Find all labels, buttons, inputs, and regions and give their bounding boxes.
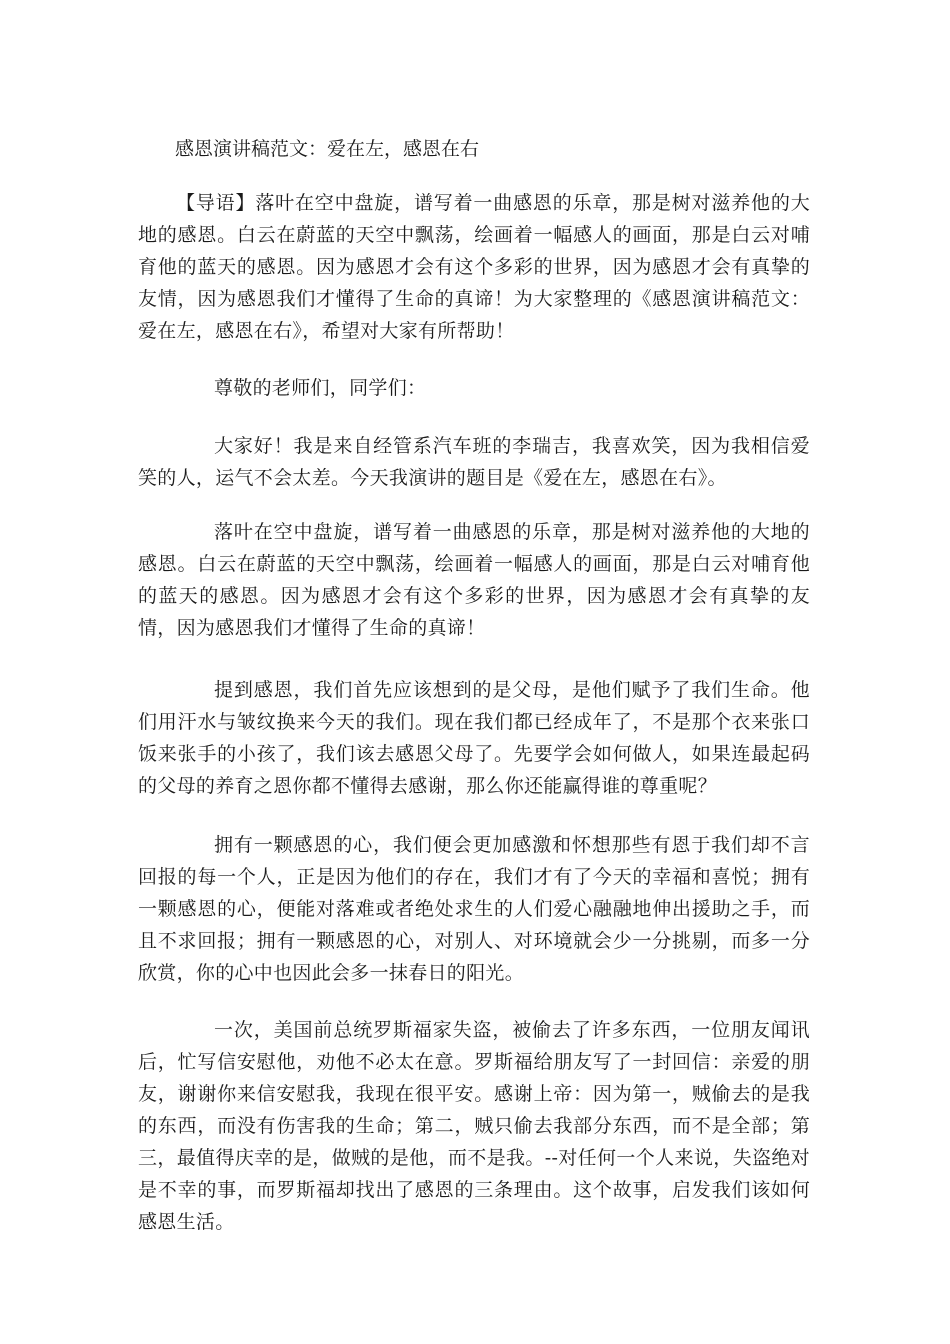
parents-paragraph: 提到感恩，我们首先应该想到的是父母，是他们赋予了我们生命。他们用汗水与皱纹换来今天的我们。现在我们都已经成年了，不是那个衣来张口饭来张手的小孩了，我们该去感恩父母了。先要学会如何做人，如果连最起码的父母的养育之恩你都不懂得去感谢，那么你还能赢得谁的尊重呢？ <box>138 679 810 797</box>
greeting-paragraph: 尊敬的老师们，同学们： <box>214 377 427 399</box>
intro-paragraph: 【导语】落叶在空中盘旋，谱写着一曲感恩的乐章，那是树对滋养他的大地的感恩。白云在蔚蓝的天空中飘荡，绘画着一幅感人的画面，那是白云对哺育他的蓝天的感恩。因为感恩才会有这个多彩的世界，因为感恩才会有真挚的友情，因为感恩我们才懂得了生命的真谛！为大家整理的《感恩演讲稿范文：爱在左，感恩在右》，希望对大家有所帮助！ <box>138 192 810 342</box>
falling-leaf-paragraph: 落叶在空中盘旋，谱写着一曲感恩的乐章，那是树对滋养他的大地的感恩。白云在蔚蓝的天空中飘荡，绘画着一幅感人的画面，那是白云对哺育他的蓝天的感恩。因为感恩才会有这个多彩的世界，因为感恩才会有真挚的友情，因为感恩我们才懂得了生命的真谛！ <box>138 521 810 639</box>
roosevelt-story-paragraph: 一次，美国前总统罗斯福家失盗，被偷去了许多东西，一位朋友闻讯后，忙写信安慰他，劝他不必太在意。罗斯福给朋友写了一封回信：亲爱的朋友，谢谢你来信安慰我，我现在很平安。感谢上帝：因为第一，贼偷去的是我的东西，而没有伤害我的生命；第二，贼只偷去我部分东西，而不是全部；第三，最值得庆幸的是，做贼的是他，而不是我。--对任何一个人来说，失盗绝对是不幸的事，而罗斯福却找出了感恩的三条理由。这个故事，启发我们该如何感恩生活。 <box>138 1019 810 1233</box>
document-title: 感恩演讲稿范文：爱在左，感恩在右 <box>175 138 480 160</box>
grateful-heart-paragraph: 拥有一颗感恩的心，我们便会更加感激和怀想那些有恩于我们却不言回报的每一个人，正是因为他们的存在，我们才有了今天的幸福和喜悦；拥有一颗感恩的心，便能对落难或者绝处求生的人们爱心融融地伸出援助之手，而且不求回报；拥有一颗感恩的心，对别人、对环境就会少一分挑剔，而多一分欣赏，你的心中也因此会多一抹春日的阳光。 <box>138 834 810 984</box>
self-introduction-paragraph: 大家好！我是来自经管系汽车班的李瑞吉，我喜欢笑，因为我相信爱笑的人，运气不会太差。今天我演讲的题目是《爱在左，感恩在右》。 <box>138 435 810 489</box>
